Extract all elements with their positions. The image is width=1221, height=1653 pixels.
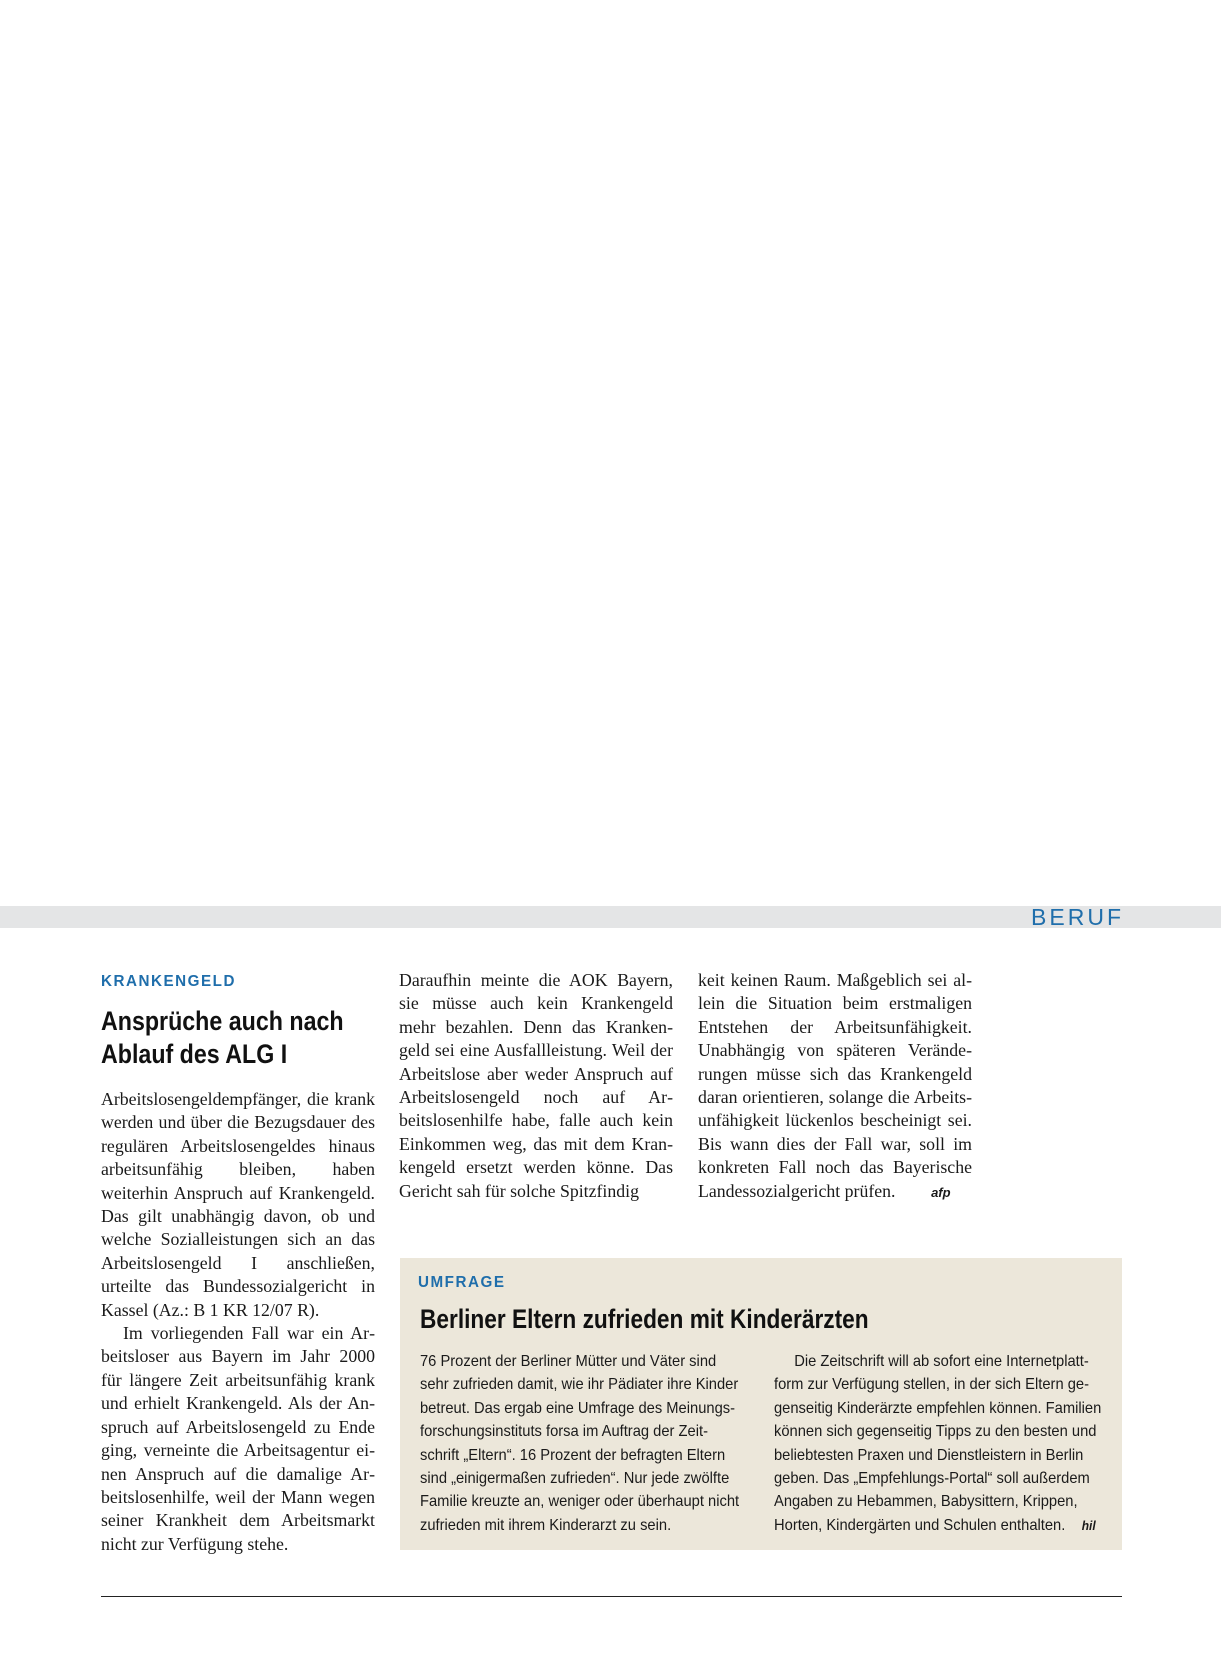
author-signature: afp (931, 1184, 951, 1200)
box-text-line: betreut. Das ergab eine Umfrage des Meinungs- (420, 1399, 736, 1417)
box-text-line: Angaben zu Hebammen, Babysittern, Krippen, (774, 1493, 1078, 1511)
article-paragraph: Daraufhin meinte die AOK Bayern, sie müsse auch kein Krankengeld mehr bezahlen. Denn das Krankengeld sei eine Ausfallleistung. Weil der Arbeitslose aber weder Anspruch auf Arbeitslosengeld noch auf Arbeitslosenhilfe habe, falle auch kein Einkommen weg, das mit dem Krankengeld ersetzt werden könne. Das Gericht sah für solche Spitzfindig (399, 970, 673, 1201)
section-label: BERUF (1031, 904, 1124, 930)
article-paragraph-text: keit keinen Raum. Maßgeblich sei allein die Situation beim erstmaligen Entstehen der Arbeitsunfähigkeit. Unabhängig von späteren Veränderungen müsse sich das Krankengeld daran orientieren, solange die Arbeitsunfähigkeit lückenlos bescheinigt sei. Bis wann dies der Fall war, soll im konkreten Fall noch das Bayerische Landessozialgericht prüfen. (698, 970, 972, 1201)
box-text-line: Familie kreuzte an, weniger oder überhaupt nicht (420, 1493, 740, 1511)
box-text-line: form zur Verfügung stellen, in der sich Eltern ge- (774, 1376, 1089, 1394)
box-text-line: forschungsinstituts forsa im Auftrag der Zeit- (420, 1423, 708, 1441)
box-text-line: Die Zeitschrift will ab sofort eine Internetplatt- (794, 1353, 1089, 1370)
article-column-1 (101, 1088, 375, 1556)
box-text-line: genseitig Kinderärzte empfehlen können. Familien (774, 1399, 1102, 1417)
box-column-1 (420, 1350, 740, 1537)
box-text-line: können sich gegenseitig Tipps zu den besten und (774, 1423, 1097, 1441)
author-signature: hil (1081, 1517, 1096, 1533)
box-text-line: geben. Das „Empfehlungs-Portal“ soll außerdem (774, 1469, 1090, 1487)
box-kicker: UMFRAGE (418, 1274, 506, 1291)
box-text-line-text: Horten, Kindergärten und Schulen enthalten. (774, 1516, 1066, 1534)
article-paragraph: Arbeitslosengeldempfänger, die krank werden und über die Bezugsdauer des regulären Arbeitslosengeldes hinaus arbeitsunfähig bleiben, haben weiterhin Anspruch auf Krankengeld. Das gilt unabhängig davon, ob und welche Sozialleistungen sich an das Arbeitslosengeld I anschließen, urteilte das Bundessozialgericht in Kassel (Az.: B 1 KR 12/07 R). (101, 1089, 375, 1320)
page-bottom-rule (101, 1596, 1122, 1597)
article-paragraph (698, 969, 972, 1204)
article-kicker: KRANKENGELD (101, 973, 236, 990)
article-column-3 (698, 969, 972, 1204)
box-text-line: beliebtesten Praxen und Dienstleistern in Berlin (774, 1446, 1084, 1464)
info-box (400, 1258, 1122, 1550)
box-text-line: sind „einigermaßen zufrieden“. Nur jede zwölfte (420, 1469, 730, 1487)
article-paragraph: Im vorliegenden Fall war ein Arbeitsloser aus Bayern im Jahr 2000 für längere Zeit arbeitsunfähig krank und erhielt Krankengeld. Als der Anspruch auf Arbeitslosengeld zu Ende ging, verneinte die Arbeitsagentur einen Anspruch auf die damalige Arbeitslosenhilfe, weil der Mann wegen seiner Krankheit dem Arbeitsmarkt nicht zur Verfügung stehe. (101, 1323, 375, 1554)
box-text-line: zufrieden mit ihrem Kinderarzt zu sein. (420, 1516, 672, 1534)
box-text-line: 76 Prozent der Berliner Mütter und Väter sind (420, 1353, 717, 1370)
box-text-line: schrift „Eltern“. 16 Prozent der befragten Eltern (420, 1446, 726, 1464)
article-headline: Ansprüche auch nach Ablauf des ALG I (101, 1006, 344, 1069)
box-text-line: sehr zufrieden damit, wie ihr Pädiater ihre Kinder (420, 1376, 739, 1394)
article-column-2 (399, 969, 673, 1203)
box-headline: Berliner Eltern zufrieden mit Kinderärzten (420, 1304, 869, 1334)
box-column-2 (774, 1350, 1102, 1537)
box-text-line-last (774, 1514, 1096, 1537)
